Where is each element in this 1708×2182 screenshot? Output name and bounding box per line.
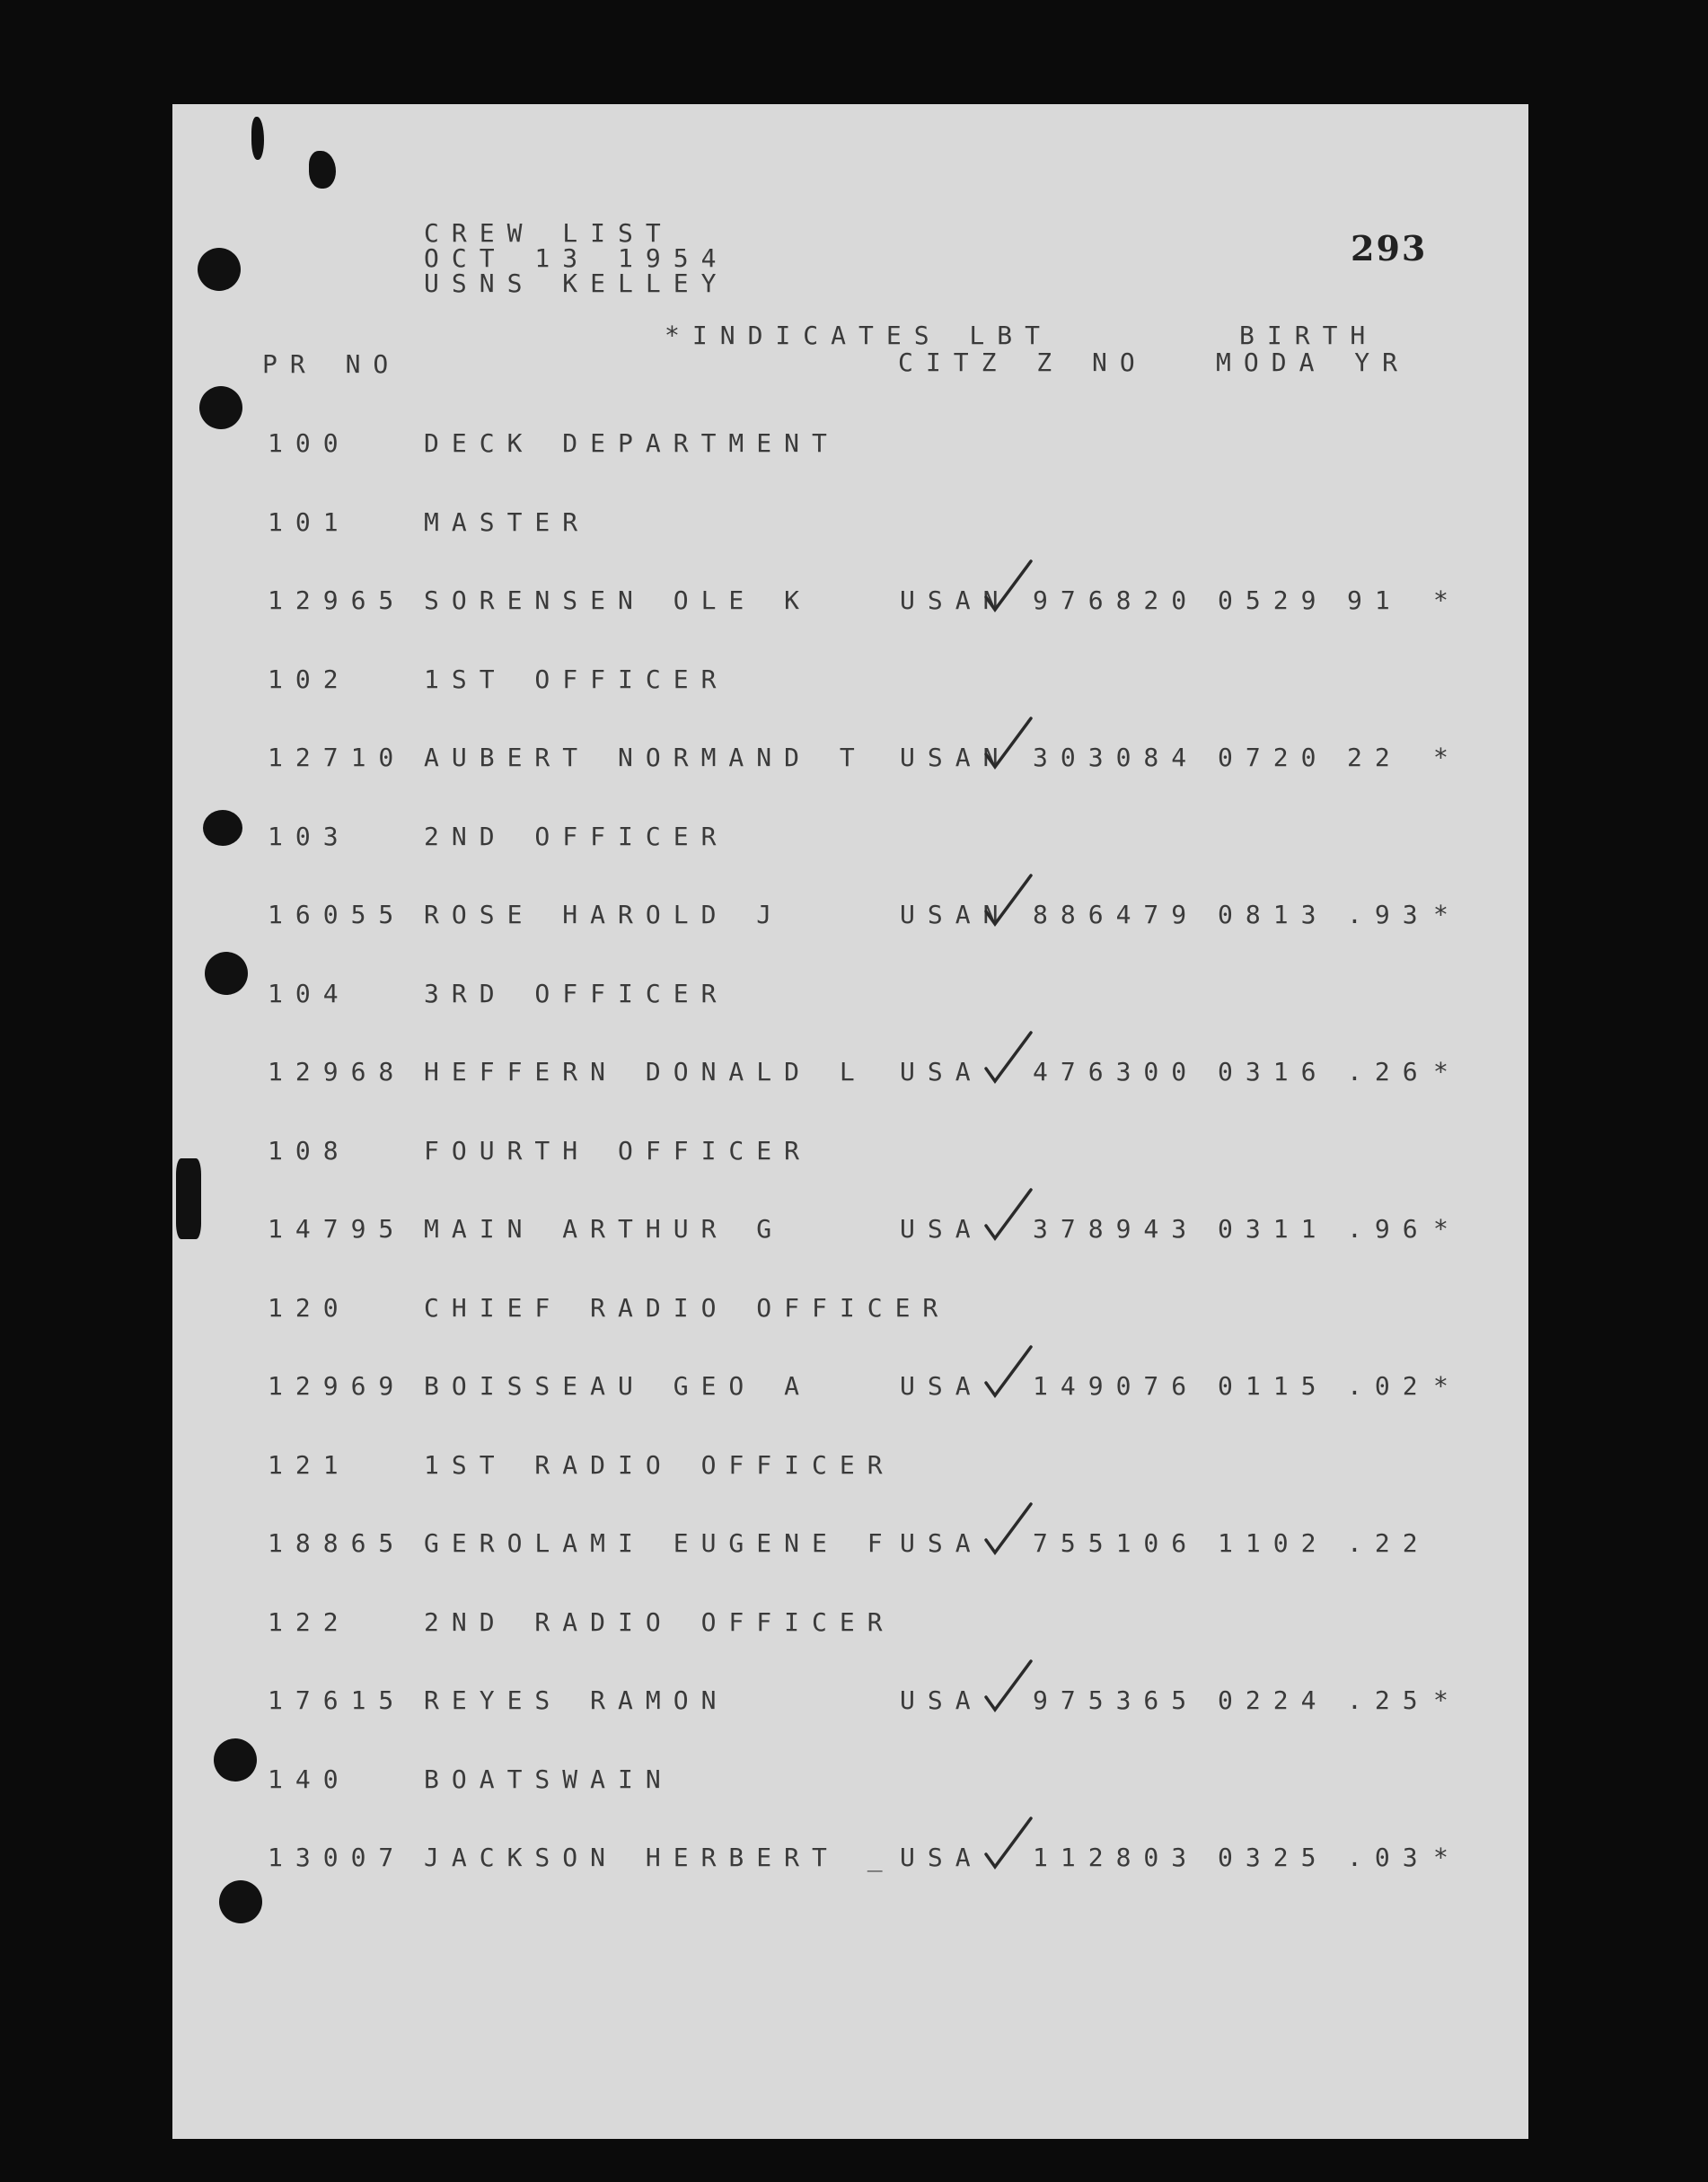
punch-hole: [214, 1738, 257, 1782]
birth-year: .93: [1347, 900, 1431, 929]
birth-year: 91: [1347, 585, 1403, 615]
pr-number: 102: [268, 664, 351, 694]
punch-hole: [205, 952, 248, 995]
birth-moda: 0813: [1218, 900, 1329, 929]
pr-number: 14795: [268, 1214, 407, 1244]
crew-name: JACKSON HERBERT _: [424, 1843, 895, 1872]
ink-blot: [176, 1158, 201, 1239]
lbt-note: *INDICATES LBT: [665, 321, 1053, 350]
department-heading: DECK DEPARTMENT: [424, 428, 840, 458]
citizenship: USAN: [900, 585, 1011, 615]
checkmark-icon: [982, 1186, 1034, 1244]
pr-number: 108: [268, 1136, 351, 1166]
z-number: 112803: [1033, 1843, 1200, 1872]
pr-number: 101: [268, 507, 351, 537]
birth-moda: 0224: [1218, 1685, 1329, 1715]
pr-number: 18865: [268, 1528, 407, 1558]
z-number: 755106: [1033, 1528, 1200, 1558]
z-number: 149076: [1033, 1371, 1200, 1401]
vessel-name-line: USNS KELLEY: [424, 268, 729, 298]
birth-year: .03: [1347, 1843, 1431, 1872]
lbt-mark: *: [1433, 743, 1461, 772]
birth-moda: 0720: [1218, 743, 1329, 772]
z-number: 303084: [1033, 743, 1200, 772]
crew-name: MAIN ARTHUR G: [424, 1214, 785, 1244]
birth-moda: 0316: [1218, 1057, 1329, 1087]
position-title: MASTER: [424, 507, 591, 537]
ink-blot: [251, 117, 264, 160]
crew-name: HEFFERN DONALD L: [424, 1057, 867, 1087]
birth-year: .25: [1347, 1685, 1431, 1715]
position-title: CHIEF RADIO OFFICER: [424, 1293, 951, 1323]
position-title: 3RD OFFICER: [424, 979, 729, 1008]
pr-number: 16055: [268, 900, 407, 929]
citizenship: USAN: [900, 743, 1011, 772]
checkmark-icon: [982, 872, 1034, 929]
citz-zno-header: CITZ Z NO: [898, 348, 1148, 377]
pr-number: 13007: [268, 1843, 407, 1872]
crew-name: REYES RAMON: [424, 1685, 729, 1715]
citizenship: USA: [900, 1528, 983, 1558]
position-title: 2ND OFFICER: [424, 822, 729, 851]
birth-year: .22: [1347, 1528, 1431, 1558]
birth-moda: 0311: [1218, 1214, 1329, 1244]
checkmark-icon: [982, 715, 1034, 772]
z-number: 886479: [1033, 900, 1200, 929]
pr-number: 12965: [268, 585, 407, 615]
page-number: 293: [1351, 228, 1428, 268]
pr-number: 12968: [268, 1057, 407, 1087]
moda-yr-header: MODA YR: [1216, 348, 1411, 377]
ink-blot: [309, 151, 336, 189]
pr-number: 121: [268, 1450, 351, 1480]
punch-hole: [203, 810, 242, 846]
position-title: 2ND RADIO OFFICER: [424, 1607, 895, 1637]
pr-number: 120: [268, 1293, 351, 1323]
lbt-mark: *: [1433, 1371, 1461, 1401]
z-number: 976820: [1033, 585, 1200, 615]
citizenship: USAN: [900, 900, 1011, 929]
pr-number: 12969: [268, 1371, 407, 1401]
lbt-mark: *: [1433, 1843, 1461, 1872]
list-date-line: OCT 13 1954: [424, 243, 729, 273]
crew-name: ROSE HAROLD J: [424, 900, 785, 929]
z-number: 476300: [1033, 1057, 1200, 1087]
pr-number: 17615: [268, 1685, 407, 1715]
checkmark-icon: [982, 558, 1034, 615]
punch-hole: [219, 1880, 262, 1923]
z-number: 975365: [1033, 1685, 1200, 1715]
z-number: 378943: [1033, 1214, 1200, 1244]
lbt-mark: *: [1433, 1214, 1461, 1244]
pr-number: 122: [268, 1607, 351, 1637]
punch-hole: [199, 386, 242, 429]
crew-name: GEROLAMI EUGENE F: [424, 1528, 895, 1558]
birth-header: BIRTH: [1239, 321, 1378, 350]
crew-name: AUBERT NORMAND T: [424, 743, 867, 772]
citizenship: USA: [900, 1685, 983, 1715]
document-page: [172, 104, 1528, 2139]
birth-moda: 0115: [1218, 1371, 1329, 1401]
position-title: BOATSWAIN: [424, 1764, 674, 1794]
birth-moda: 0529: [1218, 585, 1329, 615]
citizenship: USA: [900, 1214, 983, 1244]
birth-year: .26: [1347, 1057, 1431, 1087]
checkmark-icon: [982, 1029, 1034, 1087]
birth-year: .02: [1347, 1371, 1431, 1401]
birth-year: 22: [1347, 743, 1403, 772]
pr-number: 140: [268, 1764, 351, 1794]
position-title: 1ST RADIO OFFICER: [424, 1450, 895, 1480]
crew-name: SORENSEN OLE K: [424, 585, 813, 615]
checkmark-icon: [982, 1343, 1034, 1401]
lbt-mark: *: [1433, 900, 1461, 929]
position-title: 1ST OFFICER: [424, 664, 729, 694]
pr-no-header: PR NO: [262, 349, 401, 379]
checkmark-icon: [982, 1658, 1034, 1715]
lbt-mark: *: [1433, 585, 1461, 615]
birth-year: .96: [1347, 1214, 1431, 1244]
pr-number: 104: [268, 979, 351, 1008]
citizenship: USA: [900, 1843, 983, 1872]
birth-moda: 1102: [1218, 1528, 1329, 1558]
crew-name: BOISSEAU GEO A: [424, 1371, 813, 1401]
citizenship: USA: [900, 1371, 983, 1401]
pr-number: 100: [268, 428, 351, 458]
citizenship: USA: [900, 1057, 983, 1087]
pr-number: 12710: [268, 743, 407, 772]
lbt-mark: *: [1433, 1685, 1461, 1715]
lbt-mark: *: [1433, 1057, 1461, 1087]
punch-hole: [198, 248, 241, 291]
position-title: FOURTH OFFICER: [424, 1136, 813, 1166]
pr-number: 103: [268, 822, 351, 851]
birth-moda: 0325: [1218, 1843, 1329, 1872]
checkmark-icon: [982, 1815, 1034, 1872]
list-title-line: CREW LIST: [424, 218, 674, 248]
checkmark-icon: [982, 1500, 1034, 1558]
